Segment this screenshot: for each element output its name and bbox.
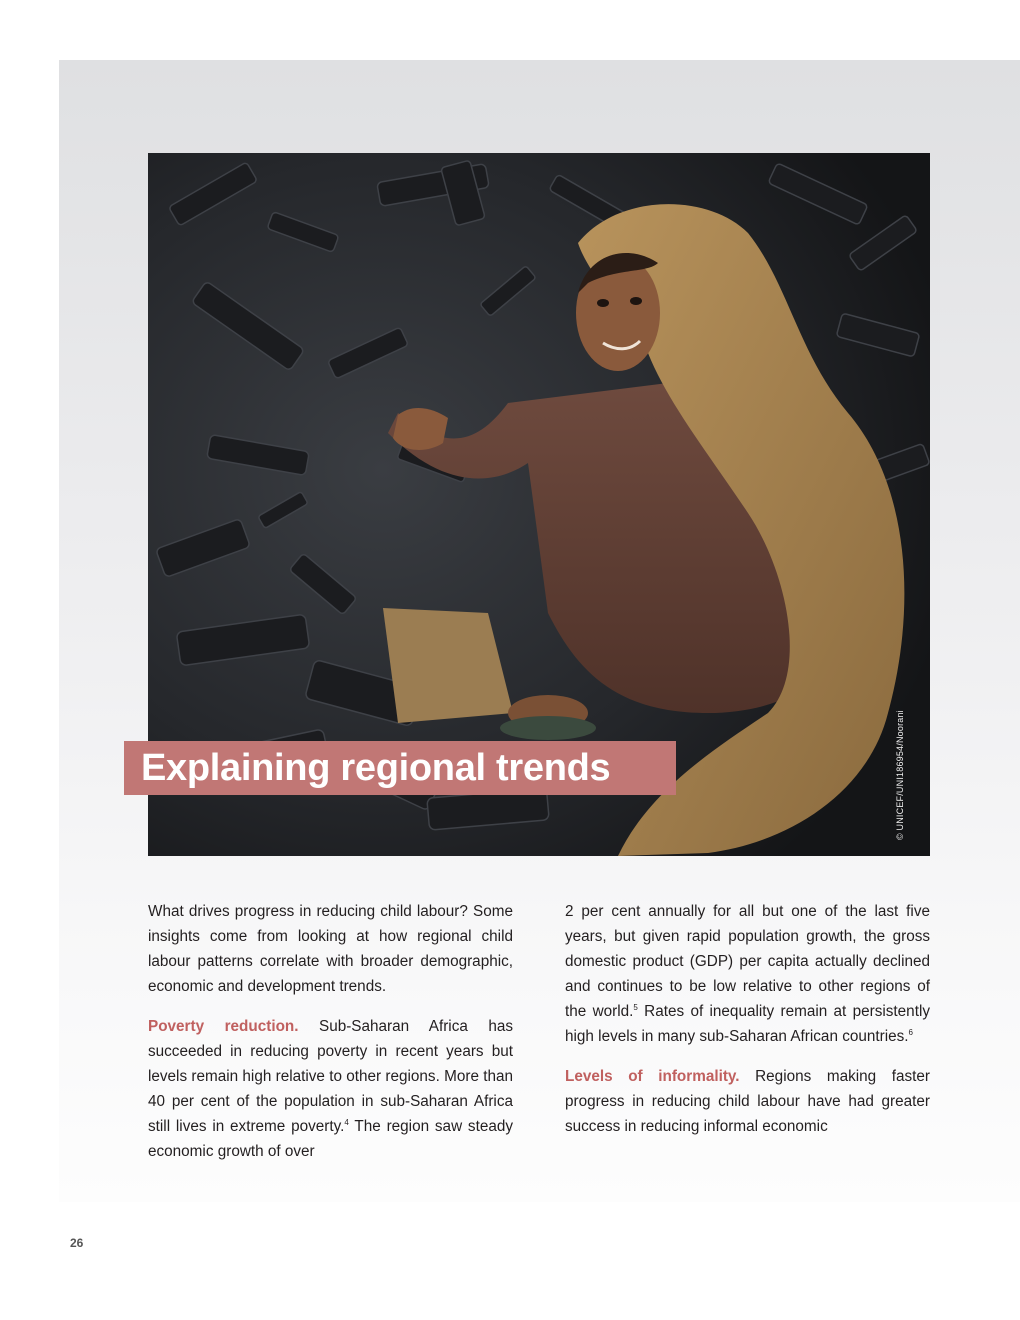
growth-text: 2 per cent annually for all but one of the last five years, but given rapid population growth, the gross domestic product (GDP) per capita actually declined and continues to be low relative to other regions of the world. — [565, 903, 930, 1020]
right-column — [565, 899, 930, 1154]
informality-heading: Levels of informality. — [565, 1068, 740, 1085]
inequality-text: Rates of inequality remain at persistently high levels in many sub-Saharan African countries. — [565, 1003, 930, 1045]
poverty-text-tail: The region saw steady economic growth of over — [148, 1118, 513, 1160]
informality-paragraph — [565, 1064, 930, 1139]
intro-paragraph: What drives progress in reducing child labour? Some insights come from looking at how regional child labour patterns correlate with broader demographic, economic and development trends. — [148, 903, 513, 995]
growth-paragraph — [565, 899, 930, 1049]
photo-credit: © UNICEF/UNI186954/Noorani — [895, 710, 905, 840]
footnote-ref-5[interactable]: 5 — [633, 1003, 638, 1012]
left-column — [148, 899, 513, 1179]
informality-text: Regions making faster progress in reducing child labour have had greater success in reducing informal economic — [565, 1068, 930, 1135]
poverty-text: Sub-Saharan Africa has succeeded in reducing poverty in recent years but levels remain high relative to other regions. More than 40 per cent of the population in sub-Saharan Africa still lives in extreme poverty. — [148, 1018, 513, 1135]
poverty-paragraph — [148, 1014, 513, 1164]
footnote-ref-4[interactable]: 4 — [344, 1118, 349, 1127]
section-title: Explaining regional trends — [141, 747, 611, 789]
section-title-box — [124, 741, 676, 795]
poverty-heading: Poverty reduction. — [148, 1018, 299, 1035]
page-number: 26 — [70, 1236, 84, 1250]
footnote-ref-6[interactable]: 6 — [908, 1028, 913, 1037]
